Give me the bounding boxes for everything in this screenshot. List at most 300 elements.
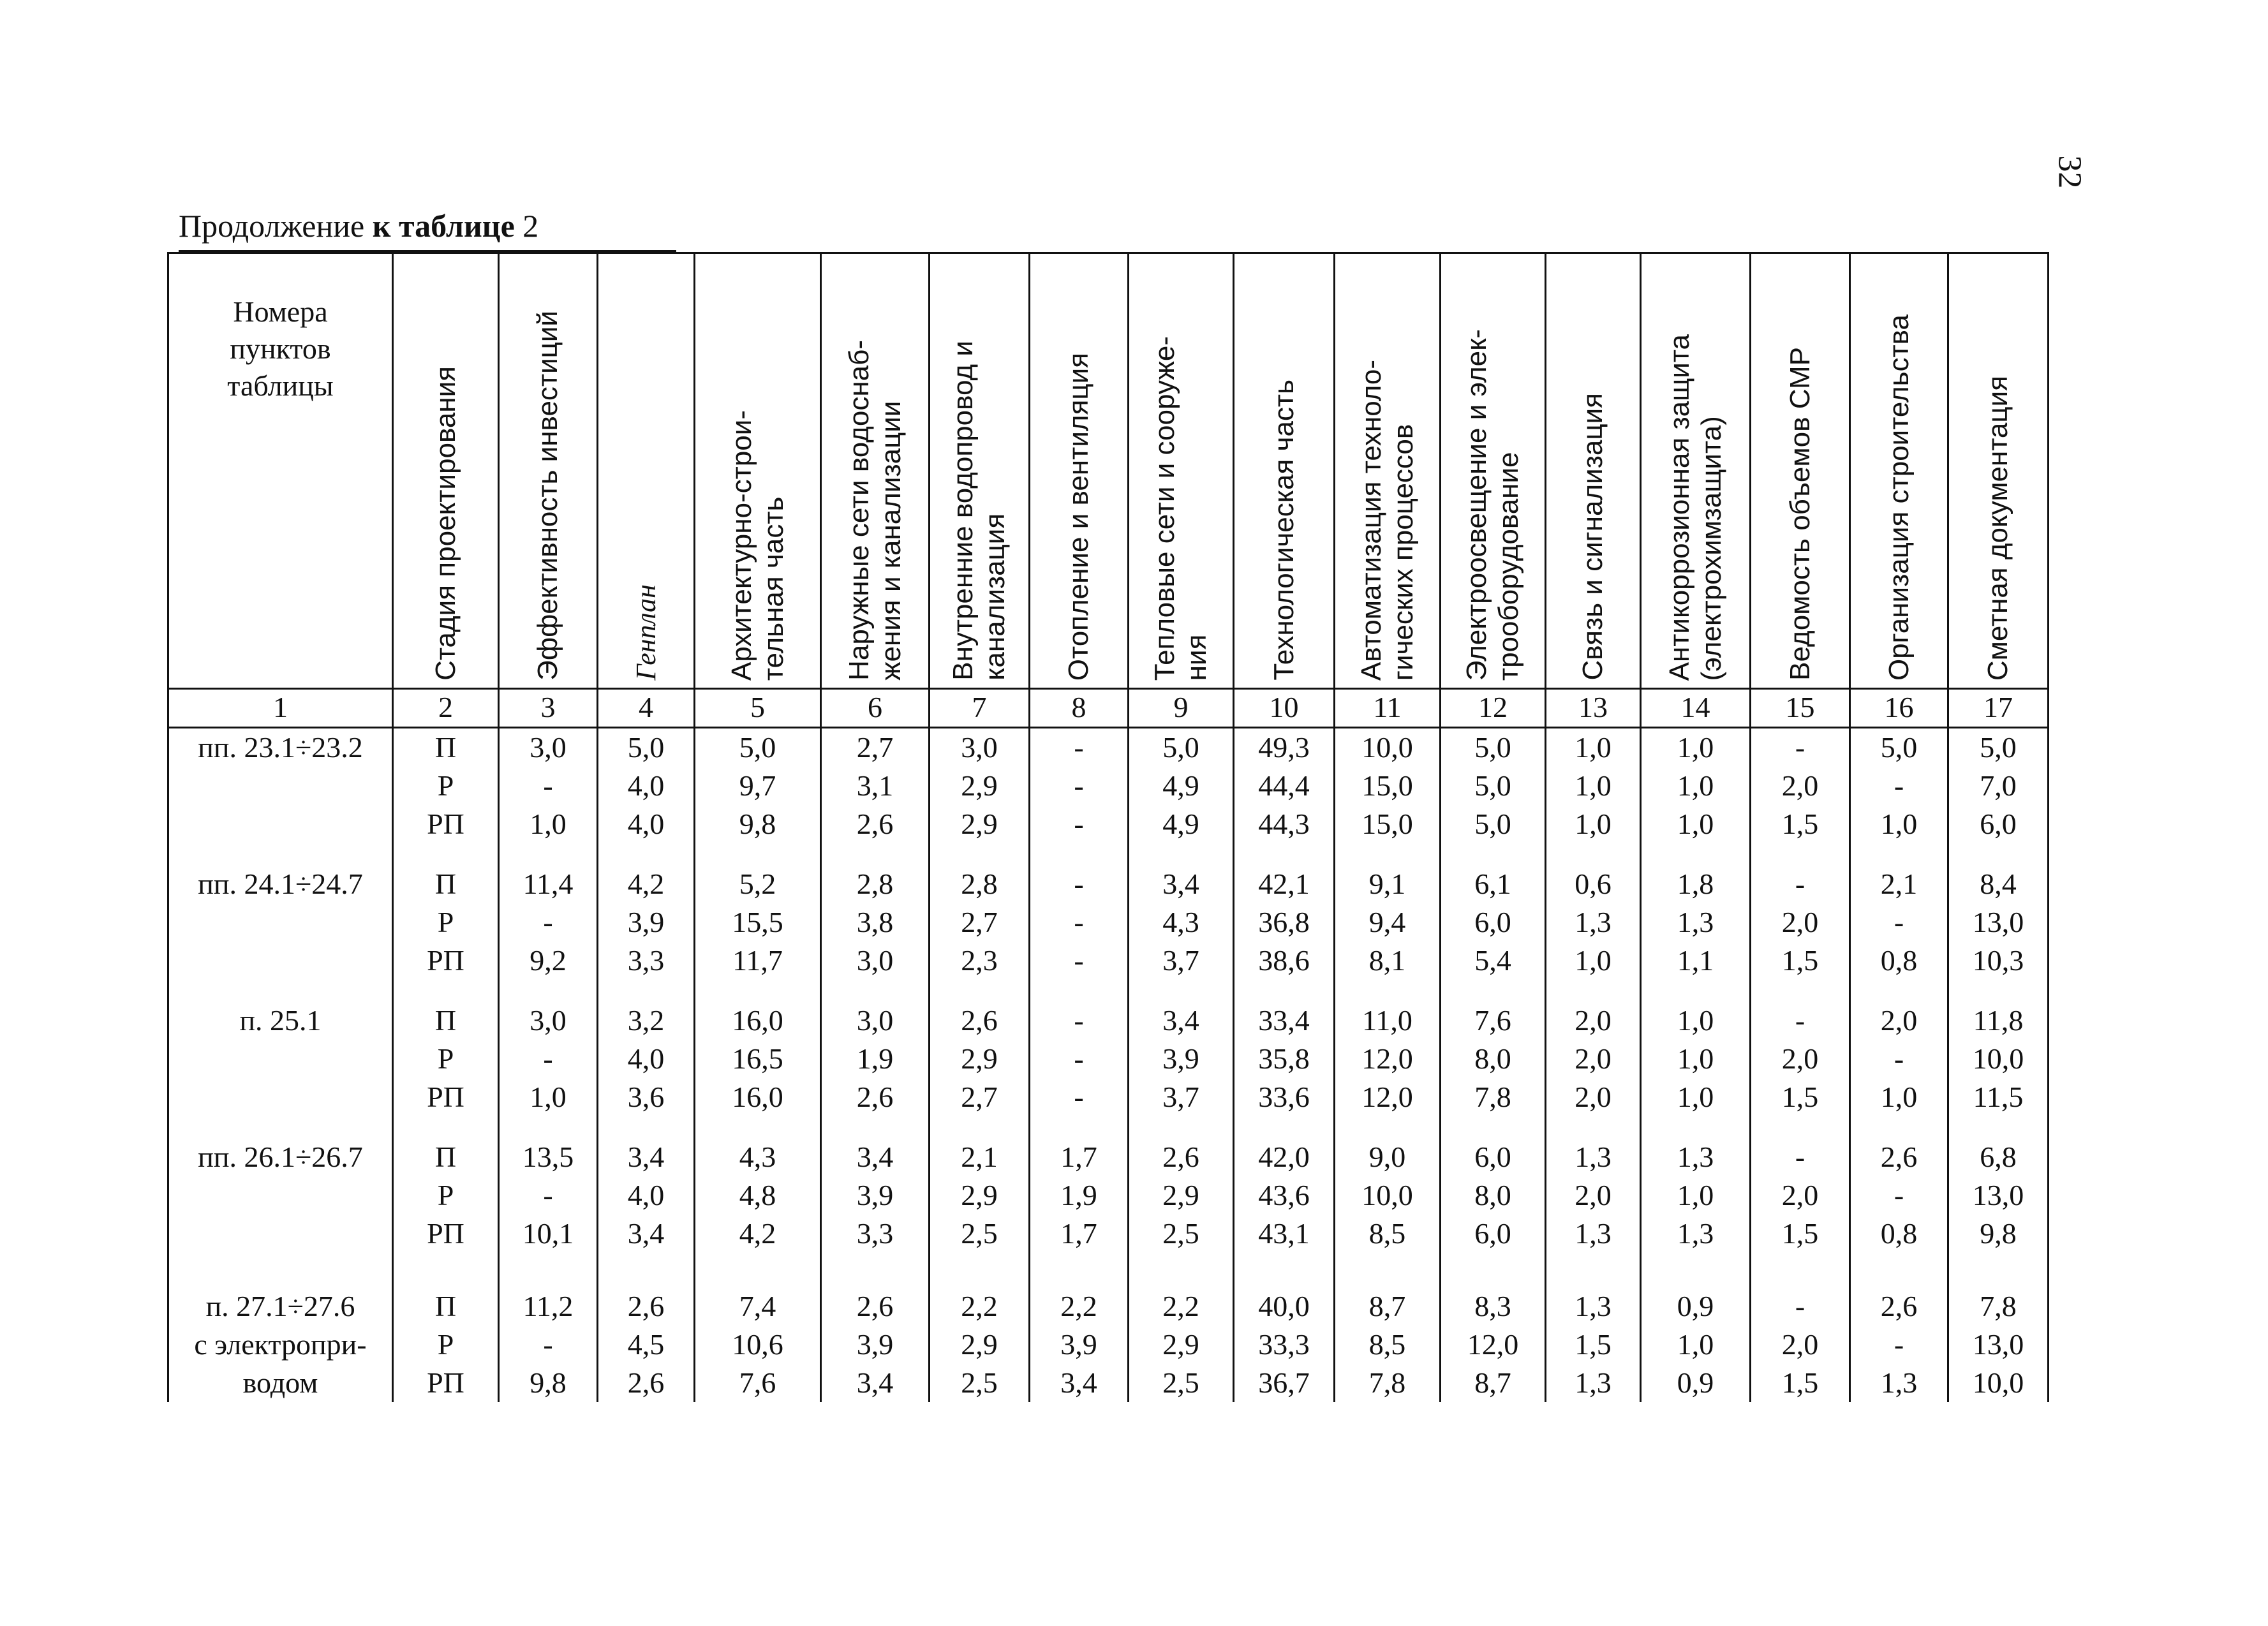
value-cell: 4,9	[1129, 805, 1234, 843]
spacer-cell	[1641, 1116, 1751, 1138]
stage-cell: П	[393, 865, 499, 903]
spacer-cell	[821, 980, 930, 1001]
value-cell: 12,0	[1335, 1078, 1441, 1116]
value-cell: 11,4	[499, 865, 598, 903]
caption-prefix: Продолжение	[179, 208, 373, 244]
value-cell: -	[1030, 728, 1129, 767]
table-row	[168, 865, 2049, 903]
row-group-name: пп. 24.1÷24.7	[168, 865, 393, 903]
value-cell: 10,0	[1948, 1040, 2049, 1078]
value-cell: 1,7	[1030, 1138, 1129, 1176]
value-cell: 2,9	[1129, 1176, 1234, 1215]
value-cell: 8,7	[1335, 1287, 1441, 1326]
column-header-text	[1149, 331, 1213, 681]
column-header-line: Антикоррозионная защита	[1663, 334, 1695, 681]
value-cell: 2,6	[1129, 1138, 1234, 1176]
spacer-cell	[499, 980, 598, 1001]
spacer-cell	[598, 980, 695, 1001]
value-cell: 2,0	[1751, 767, 1850, 805]
spacer-cell	[1129, 1116, 1234, 1138]
group-spacer	[168, 980, 2049, 1001]
value-cell: 3,6	[598, 1078, 695, 1116]
spacer-cell	[393, 843, 499, 865]
value-cell: 6,0	[1948, 805, 2049, 843]
value-cell: 1,3	[1641, 1138, 1751, 1176]
value-cell: 1,9	[1030, 1176, 1129, 1215]
value-cell: -	[499, 1176, 598, 1215]
value-cell: 2,2	[930, 1287, 1030, 1326]
value-cell: 1,1	[1641, 942, 1751, 980]
value-cell: 5,4	[1441, 942, 1546, 980]
column-number: 12	[1441, 689, 1546, 728]
value-cell: 7,0	[1948, 767, 2049, 805]
value-cell: 2,0	[1546, 1040, 1641, 1078]
value-cell: 2,9	[930, 1176, 1030, 1215]
value-cell: 3,0	[821, 942, 930, 980]
table-row	[168, 1001, 2049, 1040]
column-number: 1	[168, 689, 393, 728]
column-number: 15	[1751, 689, 1850, 728]
value-cell: 8,5	[1335, 1326, 1441, 1364]
value-cell: 5,0	[1441, 728, 1546, 767]
value-cell: 1,0	[1641, 1326, 1751, 1364]
column-header	[598, 253, 695, 689]
column-header	[1850, 253, 1948, 689]
value-cell: 5,0	[695, 728, 821, 767]
table-body	[168, 728, 2049, 1403]
value-cell: -	[1030, 942, 1129, 980]
row-group-name	[168, 1176, 393, 1215]
table-row	[168, 1078, 2049, 1116]
column-header-line: Наружные сети водоснаб-	[843, 340, 875, 681]
value-cell: 3,4	[821, 1138, 930, 1176]
column-header-text	[1063, 348, 1095, 681]
spacer-cell	[1335, 980, 1441, 1001]
value-cell: 10,1	[499, 1215, 598, 1253]
value-cell: 4,8	[695, 1176, 821, 1215]
value-cell: 1,0	[1641, 805, 1751, 843]
column-header	[499, 253, 598, 689]
spacer-cell	[499, 1116, 598, 1138]
value-cell: 3,4	[598, 1215, 695, 1253]
table-caption	[179, 207, 538, 244]
value-cell: -	[1030, 1001, 1129, 1040]
spacer-cell	[1751, 1116, 1850, 1138]
value-cell: 15,5	[695, 903, 821, 942]
spacer-cell	[1234, 980, 1335, 1001]
stage-cell: РП	[393, 805, 499, 843]
value-cell: 3,0	[499, 728, 598, 767]
column-header-line: Тепловые сети и сооруже-	[1149, 336, 1180, 681]
value-cell: 4,3	[695, 1138, 821, 1176]
value-cell: 2,6	[1850, 1138, 1948, 1176]
value-cell: 35,8	[1234, 1040, 1335, 1078]
column-header	[821, 253, 930, 689]
row-group-name: п. 25.1	[168, 1001, 393, 1040]
stage-cell: Р	[393, 1040, 499, 1078]
value-cell: 8,5	[1335, 1215, 1441, 1253]
value-cell: 1,3	[1546, 1138, 1641, 1176]
value-cell: 4,2	[598, 865, 695, 903]
spacer-cell	[499, 1253, 598, 1287]
value-cell: 33,3	[1234, 1326, 1335, 1364]
value-cell: -	[1030, 865, 1129, 903]
spacer-cell	[930, 980, 1030, 1001]
column-header	[1751, 253, 1850, 689]
caption-suffix: 2	[514, 208, 539, 244]
spacer-cell	[1641, 980, 1751, 1001]
value-cell: 1,3	[1546, 903, 1641, 942]
value-cell: 8,0	[1441, 1040, 1546, 1078]
value-cell: 5,0	[1850, 728, 1948, 767]
stage-cell: РП	[393, 1364, 499, 1402]
spacer-cell	[1850, 1116, 1948, 1138]
column-header-line: Связь и сигнализация	[1577, 393, 1608, 681]
column-header-line: Эффективность инвестиций	[532, 311, 563, 681]
column-header-line: Архитектурно-строи-	[725, 410, 757, 681]
value-cell: -	[1850, 1326, 1948, 1364]
value-cell: 3,2	[598, 1001, 695, 1040]
table-row	[168, 1364, 2049, 1402]
value-cell: 15,0	[1335, 805, 1441, 843]
value-cell: 10,0	[1335, 1176, 1441, 1215]
column-header	[1546, 253, 1641, 689]
column-header-line: Генплан	[630, 584, 662, 681]
spacer-cell	[598, 1253, 695, 1287]
spacer-cell	[1850, 1253, 1948, 1287]
spacer-cell	[168, 980, 393, 1001]
spacer-cell	[1850, 843, 1948, 865]
header-first-line: таблицы	[227, 369, 334, 402]
column-header	[1129, 253, 1234, 689]
value-cell: 2,1	[930, 1138, 1030, 1176]
column-number: 4	[598, 689, 695, 728]
value-cell: 2,0	[1546, 1176, 1641, 1215]
value-cell: 2,5	[1129, 1364, 1234, 1402]
value-cell: 9,8	[695, 805, 821, 843]
value-cell: 2,8	[930, 865, 1030, 903]
column-number: 9	[1129, 689, 1234, 728]
value-cell: 2,9	[930, 1326, 1030, 1364]
value-cell: -	[1751, 728, 1850, 767]
spacer-cell	[168, 843, 393, 865]
value-cell: 10,0	[1948, 1364, 2049, 1402]
value-cell: 8,1	[1335, 942, 1441, 980]
value-cell: 7,8	[1948, 1287, 2049, 1326]
column-header-line: Внутренние водопровод и	[947, 341, 979, 681]
value-cell: 7,8	[1335, 1364, 1441, 1402]
value-cell: 1,0	[1546, 728, 1641, 767]
spacer-cell	[1850, 980, 1948, 1001]
value-cell: 7,6	[1441, 1001, 1546, 1040]
column-number: 13	[1546, 689, 1641, 728]
spacer-cell	[1546, 1116, 1641, 1138]
spacer-cell	[1030, 1116, 1129, 1138]
value-cell: 0,8	[1850, 1215, 1948, 1253]
value-cell: 2,9	[930, 767, 1030, 805]
value-cell: 3,1	[821, 767, 930, 805]
value-cell: 16,5	[695, 1040, 821, 1078]
value-cell: 0,9	[1641, 1364, 1751, 1402]
value-cell: 1,5	[1751, 1364, 1850, 1402]
column-header-line: трооборудование	[1493, 452, 1524, 681]
value-cell: 2,2	[1030, 1287, 1129, 1326]
value-cell: 2,6	[598, 1287, 695, 1326]
row-group-name: с электропри-	[168, 1326, 393, 1364]
value-cell: 3,4	[821, 1364, 930, 1402]
value-cell: 1,0	[1850, 1078, 1948, 1116]
column-header-line: Технологическая часть	[1268, 380, 1300, 681]
value-cell: 36,7	[1234, 1364, 1335, 1402]
data-table	[167, 252, 2049, 1402]
table-row	[168, 1287, 2049, 1326]
spacer-cell	[1335, 1253, 1441, 1287]
value-cell: 9,8	[499, 1364, 598, 1402]
row-group-name	[168, 1078, 393, 1116]
spacer-cell	[1751, 843, 1850, 865]
table-row	[168, 728, 2049, 767]
value-cell: 2,8	[821, 865, 930, 903]
column-header	[1234, 253, 1335, 689]
table-row	[168, 805, 2049, 843]
value-cell: -	[1030, 805, 1129, 843]
stage-cell: Р	[393, 903, 499, 942]
value-cell: 2,9	[930, 805, 1030, 843]
spacer-cell	[598, 843, 695, 865]
spacer-cell	[1030, 843, 1129, 865]
value-cell: 2,5	[930, 1215, 1030, 1253]
spacer-cell	[1441, 843, 1546, 865]
spacer-cell	[1234, 1116, 1335, 1138]
value-cell: 6,0	[1441, 1138, 1546, 1176]
row-group-name	[168, 903, 393, 942]
value-cell: 3,3	[821, 1215, 930, 1253]
row-group-name: пп. 26.1÷26.7	[168, 1138, 393, 1176]
value-cell: 2,9	[930, 1040, 1030, 1078]
value-cell: 2,1	[1850, 865, 1948, 903]
value-cell: 7,4	[695, 1287, 821, 1326]
value-cell: 10,3	[1948, 942, 2049, 980]
value-cell: 1,0	[1546, 805, 1641, 843]
value-cell: -	[1030, 1078, 1129, 1116]
value-cell: 2,0	[1751, 1176, 1850, 1215]
spacer-cell	[1234, 843, 1335, 865]
value-cell: 12,0	[1441, 1326, 1546, 1364]
value-cell: -	[1850, 767, 1948, 805]
column-header-text	[630, 579, 662, 681]
value-cell: 3,7	[1129, 1078, 1234, 1116]
column-header	[1948, 253, 2049, 689]
row-group-name	[168, 942, 393, 980]
value-cell: 13,0	[1948, 1176, 2049, 1215]
spacer-cell	[168, 1116, 393, 1138]
value-cell: 5,0	[1948, 728, 2049, 767]
value-cell: 11,5	[1948, 1078, 2049, 1116]
column-header	[1030, 253, 1129, 689]
column-header-text	[843, 335, 907, 681]
stage-cell: П	[393, 1287, 499, 1326]
value-cell: 1,0	[499, 1078, 598, 1116]
value-cell: 11,7	[695, 942, 821, 980]
value-cell: 1,9	[821, 1040, 930, 1078]
column-number: 2	[393, 689, 499, 728]
value-cell: 3,0	[821, 1001, 930, 1040]
column-header-line: Электроосвещение и элек-	[1461, 329, 1492, 681]
column-header-line: Автоматизация техноло-	[1355, 359, 1387, 681]
value-cell: 1,3	[1641, 903, 1751, 942]
stage-cell: РП	[393, 1215, 499, 1253]
column-header-text	[1577, 388, 1609, 681]
value-cell: 11,8	[1948, 1001, 2049, 1040]
row-group-name: водом	[168, 1364, 393, 1402]
value-cell: 8,4	[1948, 865, 2049, 903]
value-cell: 5,0	[1129, 728, 1234, 767]
value-cell: 1,0	[1546, 767, 1641, 805]
spacer-cell	[821, 1253, 930, 1287]
value-cell: 1,5	[1751, 805, 1850, 843]
column-number: 7	[930, 689, 1030, 728]
value-cell: -	[499, 1040, 598, 1078]
column-numbers-row	[168, 689, 2049, 728]
spacer-cell	[1948, 1116, 2049, 1138]
value-cell: 3,4	[598, 1138, 695, 1176]
value-cell: 3,3	[598, 942, 695, 980]
value-cell: 44,4	[1234, 767, 1335, 805]
stage-cell: Р	[393, 1176, 499, 1215]
value-cell: 3,9	[821, 1176, 930, 1215]
column-header-text	[947, 336, 1011, 681]
table-row	[168, 903, 2049, 942]
value-cell: 2,0	[1751, 1040, 1850, 1078]
header-first-line: пунктов	[230, 332, 331, 365]
spacer-cell	[1335, 843, 1441, 865]
column-header-text	[1982, 371, 2014, 681]
value-cell: 4,0	[598, 805, 695, 843]
value-cell: 12,0	[1335, 1040, 1441, 1078]
group-spacer	[168, 1253, 2049, 1287]
header-first-line: Номера	[233, 295, 328, 328]
value-cell: 42,1	[1234, 865, 1335, 903]
value-cell: -	[1751, 1138, 1850, 1176]
value-cell: 2,0	[1751, 1326, 1850, 1364]
value-cell: 1,3	[1546, 1287, 1641, 1326]
value-cell: 2,5	[930, 1364, 1030, 1402]
table-row	[168, 1215, 2049, 1253]
value-cell: 44,3	[1234, 805, 1335, 843]
value-cell: 3,4	[1129, 865, 1234, 903]
value-cell: 1,0	[1641, 1001, 1751, 1040]
value-cell: 1,8	[1641, 865, 1751, 903]
value-cell: 2,6	[821, 805, 930, 843]
value-cell: 8,3	[1441, 1287, 1546, 1326]
column-header-line: Стадия проектирования	[429, 366, 461, 681]
stage-cell: РП	[393, 1078, 499, 1116]
column-header-text	[1356, 355, 1419, 681]
value-cell: 13,5	[499, 1138, 598, 1176]
column-header-line: гических процессов	[1387, 424, 1419, 681]
value-cell: 4,2	[695, 1215, 821, 1253]
value-cell: 43,1	[1234, 1215, 1335, 1253]
column-number: 17	[1948, 689, 2049, 728]
spacer-cell	[598, 1116, 695, 1138]
value-cell: -	[499, 1326, 598, 1364]
value-cell: 3,4	[1030, 1364, 1129, 1402]
value-cell: 16,0	[695, 1078, 821, 1116]
value-cell: 9,2	[499, 942, 598, 980]
row-group-name: пп. 23.1÷23.2	[168, 728, 393, 767]
column-header-text	[726, 405, 790, 681]
value-cell: 3,4	[1129, 1001, 1234, 1040]
value-cell: 9,0	[1335, 1138, 1441, 1176]
table-row	[168, 942, 2049, 980]
value-cell: 3,8	[821, 903, 930, 942]
value-cell: 6,0	[1441, 903, 1546, 942]
value-cell: 0,8	[1850, 942, 1948, 980]
spacer-cell	[1948, 843, 2049, 865]
column-header	[1641, 253, 1751, 689]
row-group-name: п. 27.1÷27.6	[168, 1287, 393, 1326]
value-cell: 1,3	[1850, 1364, 1948, 1402]
column-number: 16	[1850, 689, 1948, 728]
header-row	[168, 253, 2049, 689]
value-cell: -	[1850, 903, 1948, 942]
table-row	[168, 1326, 2049, 1364]
value-cell: 1,5	[1751, 1215, 1850, 1253]
value-cell: 11,0	[1335, 1001, 1441, 1040]
spacer-cell	[1129, 980, 1234, 1001]
stage-cell: РП	[393, 942, 499, 980]
group-spacer	[168, 843, 2049, 865]
spacer-cell	[821, 1116, 930, 1138]
value-cell: 33,6	[1234, 1078, 1335, 1116]
value-cell: 1,5	[1751, 942, 1850, 980]
column-number: 11	[1335, 689, 1441, 728]
column-header	[1335, 253, 1441, 689]
value-cell: 1,7	[1030, 1215, 1129, 1253]
spacer-cell	[821, 843, 930, 865]
value-cell: 6,0	[1441, 1215, 1546, 1253]
value-cell: 40,0	[1234, 1287, 1335, 1326]
spacer-cell	[1546, 843, 1641, 865]
value-cell: 1,0	[1641, 728, 1751, 767]
row-group-name	[168, 1040, 393, 1078]
value-cell: 2,5	[1129, 1215, 1234, 1253]
page-number: 32	[2051, 155, 2088, 189]
spacer-cell	[930, 1253, 1030, 1287]
column-number: 6	[821, 689, 930, 728]
column-header-text	[532, 306, 564, 681]
value-cell: 3,0	[930, 728, 1030, 767]
value-cell: 42,0	[1234, 1138, 1335, 1176]
spacer-cell	[1129, 843, 1234, 865]
value-cell: -	[1751, 1287, 1850, 1326]
column-header	[393, 253, 499, 689]
value-cell: 1,0	[1641, 1078, 1751, 1116]
value-cell: 2,7	[930, 903, 1030, 942]
value-cell: 11,2	[499, 1287, 598, 1326]
spacer-cell	[1030, 1253, 1129, 1287]
spacer-cell	[695, 843, 821, 865]
value-cell: 4,0	[598, 1040, 695, 1078]
value-cell: 4,0	[598, 767, 695, 805]
column-header-text	[1461, 324, 1525, 681]
value-cell: 3,9	[1030, 1326, 1129, 1364]
stage-cell: Р	[393, 767, 499, 805]
value-cell: 2,7	[930, 1078, 1030, 1116]
value-cell: 3,9	[821, 1326, 930, 1364]
value-cell: 5,0	[598, 728, 695, 767]
spacer-cell	[1546, 1253, 1641, 1287]
